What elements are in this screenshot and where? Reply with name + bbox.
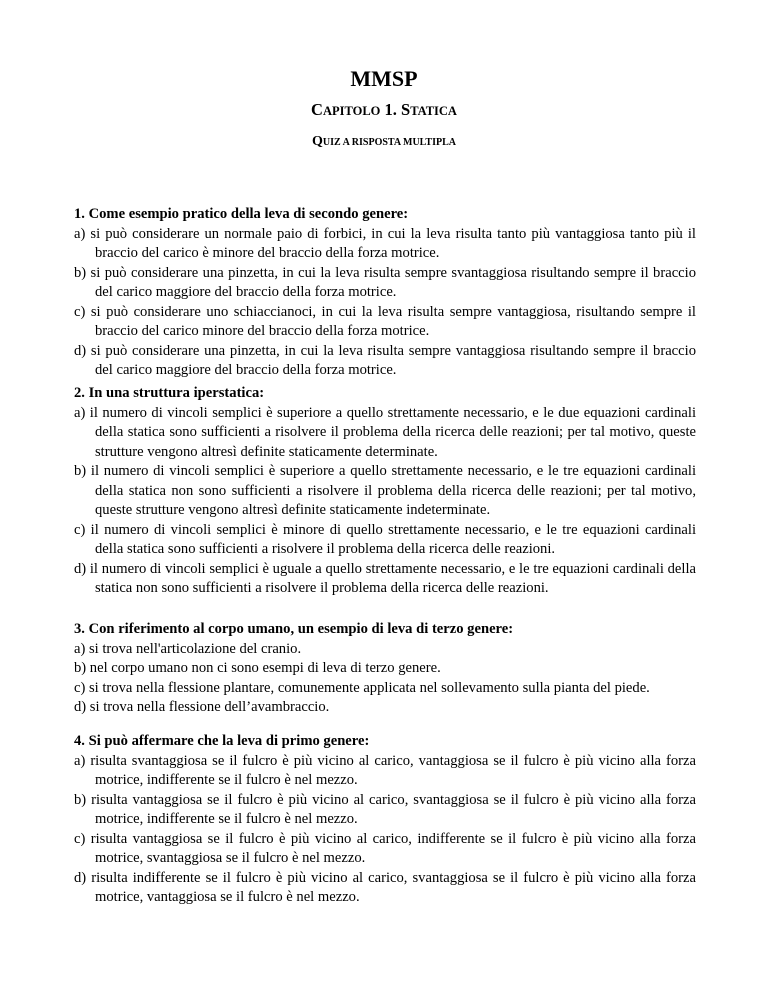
answer-option-b: b) nel corpo umano non ci sono esempi di leva di terzo genere. (74, 660, 441, 676)
answer-option-d: d) il numero di vincoli semplici è uguale a quello strettamente necessario, e le tre equazioni cardinali della statica non sono sufficienti a risolvere il problema della ricerca delle reazioni. (74, 560, 696, 596)
answer-option-d: d) si può considerare una pinzetta, in cui la leva risulta sempre vantaggiosa risultando sempre il braccio del carico maggiore del braccio della forza motrice. (74, 342, 696, 378)
chapter-number: 1. (380, 100, 401, 119)
answer-option-a: a) si può considerare un normale paio di forbici, in cui la leva risulta tanto più vantaggiosa tanto più il braccio del carico è minore del braccio della forza motrice. (74, 225, 696, 261)
answer-option-b: b) si può considerare una pinzetta, in cui la leva risulta sempre svantaggiosa risultando sempre il braccio del carico maggiore del braccio della forza motrice. (74, 264, 696, 300)
chapter-rest-2: TATICA (410, 104, 457, 118)
question-block-2 (74, 384, 696, 599)
answer-option-c: c) il numero di vincoli semplici è minore di quello strettamente necessario, e le tre equazioni cardinali della statica sono sufficienti a risolvere il problema della ricerca delle reazioni. (74, 521, 696, 557)
subtitle-cap: Q (312, 134, 323, 149)
answer-option-b: b) il numero di vincoli semplici è superiore a quello strettamente necessario, e le tre equazioni cardinali della statica non sono sufficienti a risolvere il problema della ricerca delle reazioni; per tal motivo, queste strutture vengono altresì definite staticamente indeterminate. (74, 463, 696, 518)
question-text: 1. Come esempio pratico della leva di secondo genere: (74, 206, 409, 222)
chapter-heading (0, 100, 768, 121)
answer-option-d: d) si trova nella flessione dell’avambraccio. (74, 699, 330, 715)
question-block-1 (74, 205, 696, 381)
chapter-cap-2: S (401, 100, 411, 119)
document-title: MMSP (350, 66, 418, 91)
subtitle-rest: UIZ A RISPOSTA MULTIPLA (322, 137, 456, 148)
question-block-4 (74, 732, 696, 908)
answer-option-a: a) risulta svantaggiosa se il fulcro è più vicino al carico, vantaggiosa se il fulcro è più vicino alla forza motrice, indifferente se il fulcro è nel mezzo. (74, 752, 696, 788)
question-text: 3. Con riferimento al corpo umano, un esempio di leva di terzo genere: (74, 621, 514, 637)
answer-option-c: c) risulta vantaggiosa se il fulcro è più vicino al carico, indifferente se il fulcro è più vicino alla forza motrice, svantaggiosa se il fulcro è nel mezzo. (74, 830, 696, 866)
answer-option-c: c) si può considerare uno schiaccianoci, in cui la leva risulta sempre vantaggiosa, risultando sempre il braccio del carico minore del braccio della forza motrice. (74, 303, 696, 339)
question-text: 4. Si può affermare che la leva di primo genere: (74, 733, 370, 749)
question-text: 2. In una struttura iperstatica: (74, 385, 265, 401)
answer-option-b: b) risulta vantaggiosa se il fulcro è più vicino al carico, svantaggiosa se il fulcro è più vicino alla forza motrice, indifferente se il fulcro è nel mezzo. (74, 791, 696, 827)
chapter-rest-1: APITOLO (322, 104, 381, 118)
answer-option-c: c) si trova nella flessione plantare, comunemente applicata nel sollevamento sulla pianta del piede. (74, 679, 650, 696)
answer-option-d: d) risulta indifferente se il fulcro è più vicino al carico, svantaggiosa se il fulcro è più vicino alla forza motrice, vantaggiosa se il fulcro è nel mezzo. (74, 869, 696, 905)
answer-option-a: a) il numero di vincoli semplici è superiore a quello strettamente necessario, e le due equazioni cardinali della statica sono sufficienti a risolvere il problema della ricerca delle reazioni; per tal motivo, queste strutture vengono altresì definite staticamente determinate. (74, 404, 696, 460)
chapter-cap-1: C (311, 100, 323, 119)
section-subtitle (0, 133, 768, 151)
answer-option-a: a) si trova nell'articolazione del cranio. (74, 640, 302, 657)
question-block-3 (74, 620, 696, 718)
